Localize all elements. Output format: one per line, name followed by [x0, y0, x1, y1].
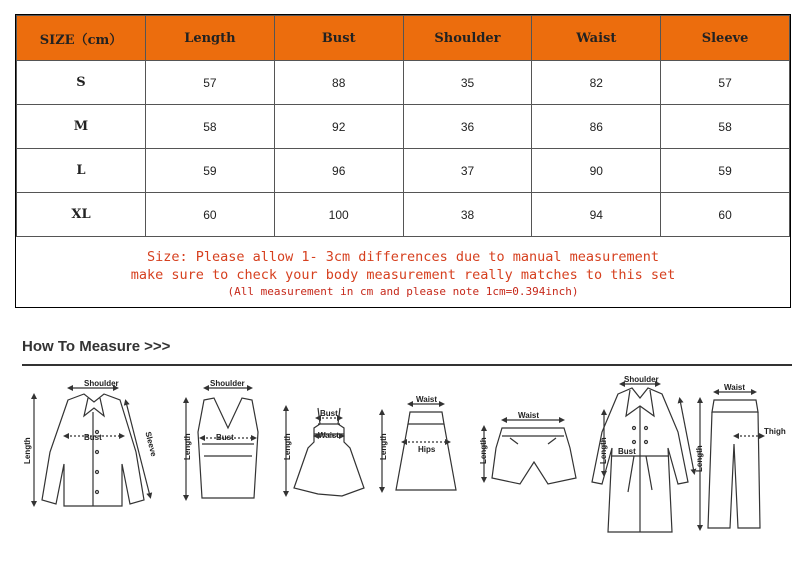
table-cell: 94	[532, 193, 661, 237]
trousers-figure	[700, 392, 762, 528]
label-waist-4: Waist	[416, 395, 438, 404]
shorts-figure	[484, 420, 576, 484]
label-length-3: Length	[283, 433, 292, 460]
label-waist-7: Waist	[724, 383, 746, 392]
table-cell: 100	[274, 193, 403, 237]
table-row	[17, 105, 790, 149]
label-waist-5: Waist	[518, 411, 540, 420]
label-length-7: Length	[695, 445, 704, 472]
table-cell: 82	[532, 61, 661, 105]
heading-arrows: >>>	[144, 338, 171, 355]
size-label: L	[17, 149, 146, 193]
note-line-2: make sure to check your body measurement really matches to this set	[130, 267, 676, 283]
table-cell: 36	[403, 105, 532, 149]
table-row	[17, 61, 790, 105]
size-label: XL	[17, 193, 146, 237]
table-cell: 90	[532, 149, 661, 193]
table-cell: 59	[146, 149, 275, 193]
size-chart	[15, 14, 791, 308]
table-cell: 60	[661, 193, 790, 237]
note-line-3: (All measurement in cm and please note 1cm=0.394inch)	[227, 285, 579, 298]
table-cell: 60	[146, 193, 275, 237]
table-cell: 86	[532, 105, 661, 149]
how-to-measure-heading	[22, 338, 170, 355]
label-sleeve-1: Sleeve	[143, 430, 159, 458]
label-length-1: Length	[23, 437, 32, 464]
header-bust: Bust	[274, 16, 403, 61]
label-length-4: Length	[379, 433, 388, 460]
label-bust-2: Bust	[216, 433, 234, 442]
header-size: SIZE（cm）	[17, 16, 146, 61]
label-waist-3: Waist	[318, 431, 340, 440]
table-cell: 58	[661, 105, 790, 149]
dress-figure	[286, 408, 364, 496]
label-length-2: Length	[183, 433, 192, 460]
table-row	[17, 149, 790, 193]
table-row	[17, 193, 790, 237]
label-shoulder-1: Shoulder	[84, 379, 119, 388]
header-sleeve: Sleeve	[661, 16, 790, 61]
size-table	[16, 15, 790, 237]
measurement-illustrations	[18, 372, 798, 558]
measurement-notes	[16, 237, 790, 307]
heading-text: How To Measure	[22, 338, 141, 355]
table-cell: 35	[403, 61, 532, 105]
label-thigh-7: Thigh	[764, 427, 786, 436]
table-cell: 38	[403, 193, 532, 237]
header-length: Length	[146, 16, 275, 61]
label-shoulder-6: Shoulder	[624, 375, 659, 384]
table-header-row	[17, 16, 790, 61]
blouse-figure	[34, 388, 150, 506]
header-shoulder: Shoulder	[403, 16, 532, 61]
table-cell: 88	[274, 61, 403, 105]
tank-top-figure	[186, 388, 258, 498]
table-cell: 96	[274, 149, 403, 193]
label-bust-3: Bust	[320, 409, 338, 418]
label-hips-4: Hips	[418, 445, 436, 454]
table-cell: 92	[274, 105, 403, 149]
label-length-5: Length	[479, 437, 488, 464]
table-cell: 57	[146, 61, 275, 105]
label-bust-1: Bust	[84, 433, 102, 442]
table-cell: 58	[146, 105, 275, 149]
table-cell: 59	[661, 149, 790, 193]
heading-divider	[22, 364, 792, 366]
label-length-6: Length	[599, 437, 608, 464]
header-waist: Waist	[532, 16, 661, 61]
size-label: S	[17, 61, 146, 105]
table-cell: 37	[403, 149, 532, 193]
size-label: M	[17, 105, 146, 149]
note-line-1: Size: Please allow 1- 3cm differences due to manual measurement	[146, 249, 660, 265]
label-shoulder-2: Shoulder	[210, 379, 245, 388]
table-cell: 57	[661, 61, 790, 105]
label-bust-6: Bust	[618, 447, 636, 456]
